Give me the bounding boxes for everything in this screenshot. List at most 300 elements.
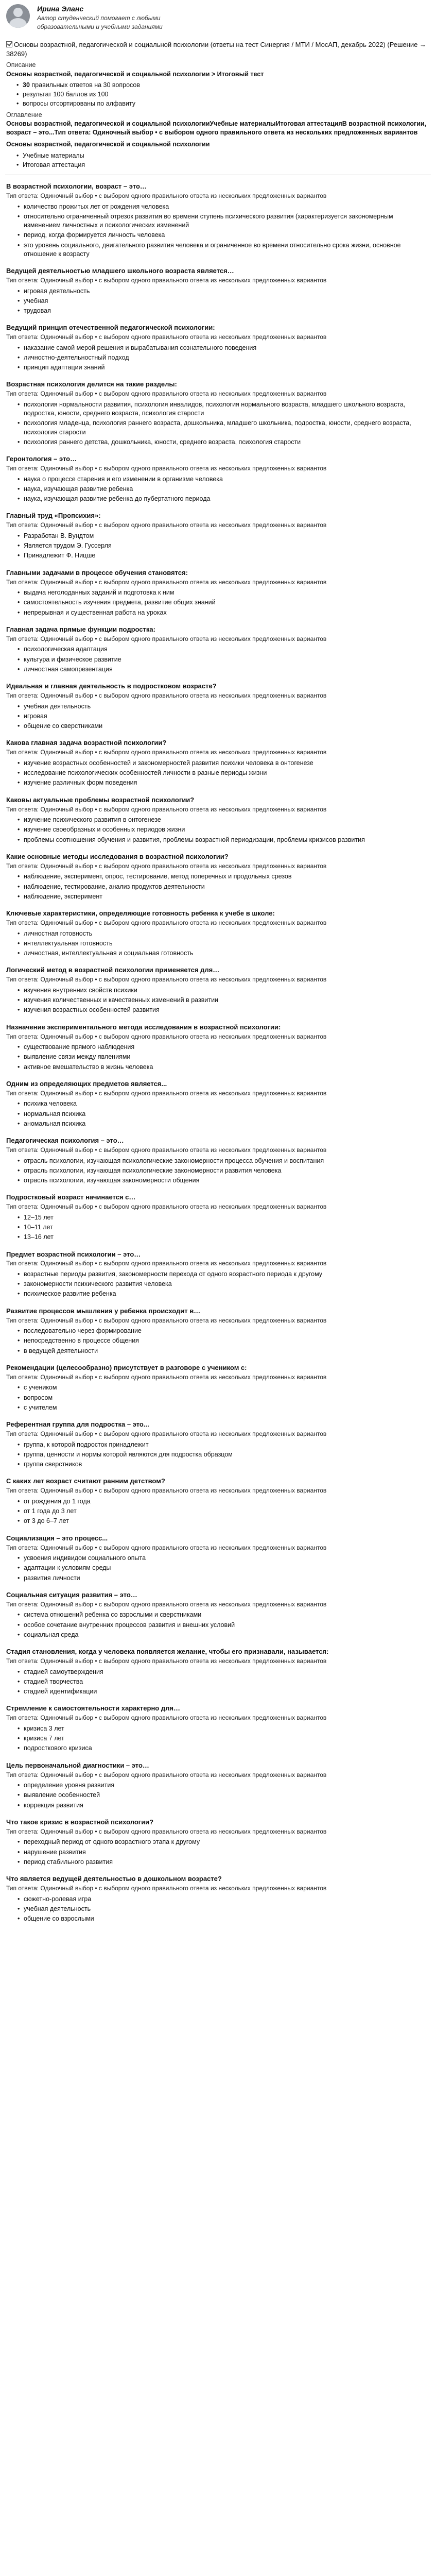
question-type: Тип ответа: Одиночный выбор • с выбором одного правильного ответа из нескольких предложенных вариантов <box>6 1032 327 1040</box>
answer-list <box>18 1668 430 1697</box>
question-block <box>5 1702 431 1759</box>
answer-option[interactable] <box>18 532 430 540</box>
answer-option[interactable] <box>18 892 430 901</box>
answer-option[interactable] <box>18 929 430 938</box>
answer-option[interactable] <box>18 1006 430 1014</box>
answer-option[interactable] <box>18 872 430 881</box>
answer-option[interactable] <box>18 722 430 731</box>
answer-text: период, когда формируется личность человека <box>24 231 165 239</box>
question-type: Тип ответа: Одиночный выбор • с выбором одного правильного ответа из нескольких предложенных вариантов <box>6 1885 327 1892</box>
answer-text: наблюдение, эксперимент <box>24 892 102 900</box>
question-type: Тип ответа: Одиночный выбор • с выбором одного правильного ответа из нескольких предложенных вариантов <box>6 1544 327 1551</box>
answer-list <box>18 1327 430 1355</box>
answer-text: период стабильного развития <box>24 1858 113 1866</box>
question-title: Главными задачами в процессе обучения становятся: <box>6 568 188 577</box>
question-title: Ведущий принцип отечественной педагогической психологии: <box>6 324 215 332</box>
answer-text: непосредственно в процессе общения <box>24 1337 139 1345</box>
answer-option[interactable] <box>18 1611 430 1619</box>
question-title: Что является ведущей деятельностью в дошкольном возрасте? <box>6 1875 222 1883</box>
answer-text: существование прямого наблюдения <box>24 1043 135 1051</box>
answer-text: 10–11 лет <box>24 1224 53 1231</box>
question-block <box>5 1021 431 1078</box>
answer-text: личностная готовность <box>24 929 93 937</box>
answer-text: психология раннего детства, дошкольника, юности, среднего возраста, психология старости <box>24 438 301 446</box>
answer-option[interactable] <box>18 702 430 711</box>
answer-option[interactable] <box>18 986 430 995</box>
answer-option[interactable] <box>18 1687 430 1696</box>
question-block <box>5 1362 431 1418</box>
answer-option[interactable] <box>18 1517 430 1526</box>
question-block <box>5 321 431 378</box>
question-type: Тип ответа: Одиночный выбор • с выбором одного правильного ответа из нескольких предложенных вариантов <box>6 919 327 927</box>
answer-option[interactable] <box>18 1668 430 1676</box>
answer-text: культура и физическое развитие <box>24 655 121 663</box>
question-type: Тип ответа: Одиночный выбор • с выбором одного правильного ответа из нескольких предложенных вариантов <box>6 1316 327 1324</box>
description-label: Описание <box>6 61 36 69</box>
question-title: Развитие процессов мышления у ребенка происходит в… <box>6 1307 201 1315</box>
answer-text: изучения возрастных особенностей развития <box>24 1006 160 1014</box>
question-type: Тип ответа: Одиночный выбор • с выбором одного правильного ответа из нескольких предложенных вариантов <box>6 1487 327 1495</box>
question-type: Тип ответа: Одиночный выбор • с выбором одного правильного ответа из нескольких предложенных вариантов <box>6 862 327 870</box>
answer-text: выдача неголоданных заданий и подготовка к ним <box>24 589 175 597</box>
answer-option[interactable] <box>18 1781 430 1790</box>
answer-text: стадией самоутверждения <box>24 1668 103 1675</box>
answer-option[interactable] <box>18 1631 430 1639</box>
answer-text: психика человека <box>24 1100 77 1108</box>
question-title: Подростковый возраст начинается с… <box>6 1193 136 1201</box>
answer-option[interactable] <box>18 645 430 654</box>
answer-list <box>18 1383 430 1412</box>
answer-text: наука, изучающая развитие ребенка <box>24 485 133 493</box>
answer-list <box>18 872 430 901</box>
answer-list <box>18 588 430 617</box>
answer-option[interactable] <box>18 212 430 230</box>
answer-text: группа, ценности и нормы которой являются для подростка образцом <box>24 1450 233 1458</box>
answer-text: от рождения до 1 года <box>24 1497 91 1505</box>
question-block <box>5 510 431 566</box>
intro-section <box>5 34 431 170</box>
answer-list <box>18 475 430 504</box>
answer-text: изучения количественных и качественных изменений в развитии <box>24 996 219 1004</box>
answer-option[interactable] <box>18 1858 430 1867</box>
question-block <box>5 1646 431 1702</box>
answer-text: стадией творчества <box>24 1677 83 1685</box>
question-block <box>5 851 431 907</box>
answer-text: изучение психического развития в онтогенезе <box>24 816 161 824</box>
answer-option[interactable] <box>18 825 430 834</box>
answer-text: сюжетно-ролевая игра <box>24 1895 92 1903</box>
question-type: Тип ответа: Одиночный выбор • с выбором одного правильного ответа из нескольких предложенных вариантов <box>6 805 327 813</box>
answer-option[interactable] <box>18 1574 430 1583</box>
answer-option[interactable] <box>18 588 430 597</box>
question-block <box>5 1134 431 1191</box>
question-block <box>5 1191 431 1248</box>
question-block <box>5 1248 431 1305</box>
answer-list <box>18 1043 430 1072</box>
question-title: Какова главная задача возрастной психологии? <box>6 739 167 747</box>
question-block <box>5 737 431 793</box>
question-type: Тип ответа: Одиночный выбор • с выбором одного правильного ответа из нескольких предложенных вариантов <box>6 1714 327 1722</box>
answer-text: группа сверстников <box>24 1461 82 1468</box>
answer-text: отрасль психологии, изучающая закономерности общения <box>24 1177 200 1184</box>
question-type: Тип ответа: Одиночный выбор • с выбором одного правильного ответа из нескольких предложенных вариантов <box>6 1203 327 1211</box>
answer-option[interactable] <box>18 400 430 418</box>
answer-option[interactable] <box>18 1157 430 1165</box>
checkbox-icon <box>6 41 12 47</box>
answer-text: общение со взрослыми <box>24 1915 94 1923</box>
answer-text: непрерывная и существенная работа на уроках <box>24 608 167 616</box>
answer-option[interactable] <box>18 419 430 437</box>
answer-text: игровая деятельность <box>24 287 90 295</box>
answer-list <box>18 1440 430 1469</box>
question-type: Тип ответа: Одиночный выбор • с выбором одного правильного ответа из нескольких предложенных вариантов <box>6 276 327 284</box>
answer-option[interactable] <box>18 1914 430 1923</box>
answer-option[interactable] <box>18 608 430 617</box>
answer-text: проблемы соотношения обучения и развития, проблемы возрастной периодизации, проблемы кризисов развития <box>24 836 365 843</box>
answer-text: от 3 до 6–7 лет <box>24 1517 69 1525</box>
answer-option[interactable] <box>18 353 430 362</box>
question-type: Тип ответа: Одиночный выбор • с выбором одного правильного ответа из нескольких предложенных вариантов <box>6 1430 327 1438</box>
answer-option[interactable] <box>18 1554 430 1563</box>
answer-option[interactable] <box>18 1791 430 1800</box>
answer-text: изучение возрастных особенностей и закономерностей развития психики человека в онтогенезе <box>24 759 313 767</box>
answer-option[interactable] <box>18 1838 430 1846</box>
answer-option[interactable] <box>18 1621 430 1630</box>
question-type: Тип ответа: Одиночный выбор • с выбором одного правильного ответа из нескольких предложенных вариантов <box>6 692 327 700</box>
answer-text: игровая <box>24 712 47 720</box>
answer-text: с учителем <box>24 1403 57 1411</box>
answer-text: личностная самопрезентация <box>24 665 113 673</box>
answer-option[interactable] <box>18 297 430 306</box>
question-title: В возрастной психологии, возраст – это… <box>6 182 147 191</box>
answer-option[interactable] <box>18 1801 430 1810</box>
answer-text: коррекция развития <box>24 1801 83 1809</box>
answer-text: интеллектуальная готовность <box>24 939 113 947</box>
answer-option[interactable] <box>18 996 430 1005</box>
question-title: Ведущей деятельностью младшего школьного возраста является… <box>6 267 234 275</box>
answer-text: возрастные периоды развития, закономерности перехода от одного возрастного периода к другому <box>24 1270 323 1278</box>
question-type: Тип ответа: Одиночный выбор • с выбором одного правильного ответа из нескольких предложенных вариантов <box>6 390 327 398</box>
question-title: Что такое кризис в возрастной психологии? <box>6 1818 154 1826</box>
question-type: Тип ответа: Одиночный выбор • с выбором одного правильного ответа из нескольких предложенных вариантов <box>6 1260 327 1267</box>
question-block <box>5 623 431 680</box>
question-type: Тип ответа: Одиночный выбор • с выбором одного правильного ответа из нескольких предложенных вариантов <box>6 1827 327 1835</box>
answer-option[interactable] <box>18 1327 430 1335</box>
answer-text: развития личности <box>24 1574 80 1582</box>
answer-text: система отношений ребенка со взрослыми и сверстниками <box>24 1611 202 1619</box>
answer-option[interactable] <box>18 1270 430 1279</box>
question-title: Геронтология – это… <box>6 455 77 463</box>
answer-text: нарушение развития <box>24 1848 86 1856</box>
answer-option[interactable] <box>18 1403 430 1412</box>
subject-item: • Учебные материалы <box>16 151 430 160</box>
answer-option[interactable] <box>18 344 430 352</box>
answer-text: учебная деятельность <box>24 1905 91 1912</box>
subject-item: • Итоговая аттестация <box>16 161 430 170</box>
answer-text: переходный период от одного возрастного этапа к другому <box>24 1838 200 1846</box>
answer-list <box>18 645 430 674</box>
answer-text: наука, изучающая развитие ребенка до пубертатного периода <box>24 495 211 503</box>
question-title: Какие основные методы исследования в возрастной психологии? <box>6 852 229 860</box>
question-title: Цель первоначальной диагностики – это… <box>6 1761 149 1769</box>
answer-option[interactable] <box>18 287 430 296</box>
answer-option[interactable] <box>18 769 430 777</box>
question-type: Тип ответа: Одиночный выбор • с выбором одного правильного ответа из нескольких предложенных вариантов <box>6 465 327 472</box>
answer-text: отрасль психологии, изучающая психологические закономерности процесса обучения и воспитания <box>24 1157 324 1164</box>
description-text: Основы возрастной, педагогической и социальной психологии > Итоговый тест <box>6 70 264 78</box>
answer-option[interactable] <box>18 816 430 824</box>
answer-text: с учеником <box>24 1384 57 1392</box>
answer-option[interactable] <box>18 241 430 259</box>
answer-text: изучения внутренних свойств психики <box>24 986 137 994</box>
answer-option[interactable] <box>18 1724 430 1733</box>
answer-option[interactable] <box>18 1895 430 1904</box>
answer-option[interactable] <box>18 475 430 484</box>
question-type: Тип ответа: Одиночный выбор • с выбором одного правильного ответа из нескольких предложенных вариантов <box>6 521 327 529</box>
answer-list <box>18 202 430 259</box>
document-title <box>6 40 430 59</box>
results-item: • вопросы отсортированы по алфавиту <box>16 99 430 108</box>
author-card <box>5 0 431 34</box>
answer-list <box>18 1838 430 1867</box>
author-avatar[interactable] <box>6 4 30 28</box>
answer-text: Принадлежит Ф. Ницше <box>24 552 96 560</box>
question-block <box>5 907 431 964</box>
question-type: Тип ответа: Одиночный выбор • с выбором одного правильного ответа из нескольких предложенных вариантов <box>6 749 327 756</box>
answer-option[interactable] <box>18 1564 430 1572</box>
answer-text: личностно-деятельностный подход <box>24 353 129 361</box>
question-title: Возрастная психология делится на такие разделы: <box>6 380 177 388</box>
answer-text: аномальная психика <box>24 1120 86 1127</box>
question-type: Тип ответа: Одиночный выбор • с выбором одного правильного ответа из нескольких предложенных вариантов <box>6 1146 327 1154</box>
answer-text: особое сочетание внутренних процессов развития и внешних условий <box>24 1621 235 1629</box>
answer-text: психологическая адаптация <box>24 646 108 653</box>
answer-option[interactable] <box>18 1383 430 1392</box>
results-item: • результат 100 баллов из 100 <box>16 90 430 99</box>
answer-option[interactable] <box>18 1394 430 1402</box>
answer-option[interactable] <box>18 759 430 768</box>
answer-list <box>18 1781 430 1810</box>
answer-list <box>18 1554 430 1583</box>
answer-list <box>18 759 430 788</box>
answer-option[interactable] <box>18 1734 430 1743</box>
answer-list <box>18 929 430 958</box>
answer-text: кризиса 7 лет <box>24 1735 64 1742</box>
answer-text: Является трудом Э. Гуссерля <box>24 542 112 550</box>
answer-option[interactable] <box>18 712 430 721</box>
answer-option[interactable] <box>18 202 430 211</box>
answer-list <box>18 532 430 561</box>
question-block <box>5 1532 431 1589</box>
answer-text: количество прожитых лет от рождения человека <box>24 202 169 210</box>
answer-list <box>18 1724 430 1753</box>
question-block <box>5 1418 431 1475</box>
answer-list <box>18 1099 430 1128</box>
answer-text: психическое развитие ребенка <box>24 1290 116 1298</box>
answer-option[interactable] <box>18 1053 430 1061</box>
answer-option[interactable] <box>18 1450 430 1459</box>
question-block <box>5 1305 431 1362</box>
answer-option[interactable] <box>18 1290 430 1298</box>
answer-text: выявление связи между явлениями <box>24 1053 131 1061</box>
question-title: Стадия становления, когда у человека появляется желание, чтобы его признавали, называется: <box>6 1648 329 1656</box>
answer-list <box>18 1157 430 1185</box>
answer-option[interactable] <box>18 1233 430 1242</box>
answer-option[interactable] <box>18 598 430 607</box>
answer-text: трудовая <box>24 307 51 314</box>
answer-option[interactable] <box>18 665 430 674</box>
answer-text: общение со сверстниками <box>24 722 103 730</box>
answer-option[interactable] <box>18 1280 430 1289</box>
answer-option[interactable] <box>18 1166 430 1175</box>
question-block <box>5 1816 431 1873</box>
answer-option[interactable] <box>18 551 430 560</box>
answer-list <box>18 702 430 731</box>
answer-option[interactable] <box>18 778 430 787</box>
answer-option[interactable] <box>18 1120 430 1128</box>
answer-option[interactable] <box>18 495 430 503</box>
answer-text: последовательно через формирование <box>24 1327 142 1335</box>
answer-text: социальная среда <box>24 1631 79 1638</box>
answer-option[interactable] <box>18 231 430 240</box>
answer-text: психология нормальности развития, психология инвалидов, психология нормального возраста, младшего школьного возраста, подростка, юности, среднего возраста, психология старости <box>24 400 406 417</box>
answer-option[interactable] <box>18 1063 430 1072</box>
answer-text: адаптации к условиям среды <box>24 1564 111 1572</box>
answer-option[interactable] <box>18 1905 430 1913</box>
answer-option[interactable] <box>18 1336 430 1345</box>
answer-option[interactable] <box>18 883 430 891</box>
answer-option[interactable] <box>18 939 430 948</box>
answer-option[interactable] <box>18 1848 430 1857</box>
answer-list <box>18 400 430 447</box>
question-title: Рекомендации (целесообразно) присутствует в разговоре с учеником с: <box>6 1363 247 1371</box>
answer-list <box>18 986 430 1015</box>
answer-option[interactable] <box>18 1744 430 1753</box>
question-type: Тип ответа: Одиночный выбор • с выбором одного правильного ответа из нескольких предложенных вариантов <box>6 1373 327 1381</box>
question-title: Одним из определяющих предметов является... <box>6 1079 167 1088</box>
answer-option[interactable] <box>18 485 430 494</box>
answer-text: отрасль психологии, изучающая психологические закономерности развития человека <box>24 1166 282 1174</box>
question-type: Тип ответа: Одиночный выбор • с выбором одного правильного ответа из нескольких предложенных вариантов <box>6 635 327 642</box>
question-block <box>5 567 431 623</box>
answer-option[interactable] <box>18 1460 430 1469</box>
answer-text: усвоения индивидом социального опыта <box>24 1554 146 1562</box>
answer-option[interactable] <box>18 1507 430 1516</box>
document-title-text: Основы возрастной, педагогической и социальной психологии (ответы на тест Синергия / МТИ / МосАП, декабрь 2022) (Решение → 38269) <box>6 41 426 58</box>
question-block <box>5 794 431 851</box>
answer-list <box>18 1497 430 1526</box>
answer-option[interactable] <box>18 1677 430 1686</box>
question-type: Тип ответа: Одиночный выбор • с выбором одного правильного ответа из нескольких предложенных вариантов <box>6 1771 327 1778</box>
subject-title: Основы возрастной, педагогической и социальной психологии <box>6 141 210 148</box>
toc-text: Основы возрастной, педагогической и социальной психологииУчебные материалыИтоговая аттестацияВ возрастной психологии, возраст – это...Тип ответа: Одиночный выбор • с выбором одного правильного ответа из нескольких предложенных вариантов <box>6 120 427 137</box>
question-title: Референтная группа для подростка – это... <box>6 1420 149 1429</box>
answer-text: вопросом <box>24 1394 53 1401</box>
answer-option[interactable] <box>18 655 430 664</box>
answer-list <box>18 1270 430 1299</box>
answer-option[interactable] <box>18 363 430 372</box>
results-item: • 30 правильных ответов на 30 вопросов <box>16 81 430 90</box>
question-block <box>5 378 431 453</box>
question-title: Идеальная и главная деятельность в подростковом возрасте? <box>6 682 217 690</box>
answer-list <box>18 1213 430 1242</box>
answer-text: относительно ограниченный отрезок развития во времени ступень психического развития (характеризуется закономерным изменением личностных и психологических изменений <box>24 212 393 229</box>
answer-text: наблюдение, тестирование, анализ продуктов деятельности <box>24 883 205 890</box>
questions-list <box>5 180 431 1929</box>
question-title: Ключевые характеристики, определяющие готовность ребенка к учебе в школе: <box>6 909 275 918</box>
answer-list <box>18 1611 430 1639</box>
question-type: Тип ответа: Одиночный выбор • с выбором одного правильного ответа из нескольких предложенных вариантов <box>6 578 327 586</box>
answer-text: изучение своеобразных и особенных периодов жизни <box>24 826 185 834</box>
answer-text: учебная деятельность <box>24 702 91 710</box>
answer-option[interactable] <box>18 541 430 550</box>
answer-option[interactable] <box>18 1110 430 1118</box>
answer-option[interactable] <box>18 1440 430 1449</box>
answer-text: наука о процессе старения и его изменении в организме человека <box>24 475 223 483</box>
answer-text: самостоятельность изучения предмета, развитие общих знаний <box>24 599 216 606</box>
answer-text: 13–16 лет <box>24 1233 54 1241</box>
answer-list <box>18 1895 430 1924</box>
question-title: Социализация – это процесс... <box>6 1534 108 1542</box>
question-block <box>5 180 431 265</box>
question-title: С каких лет возраст считают ранним детством? <box>6 1477 165 1485</box>
question-block <box>5 1589 431 1646</box>
answer-text: кризиса 3 лет <box>24 1724 64 1732</box>
answer-text: подросткового кризиса <box>24 1744 92 1752</box>
answer-text: 12–15 лет <box>24 1213 54 1221</box>
toc-label: Оглавление <box>6 111 42 118</box>
question-type: Тип ответа: Одиночный выбор • с выбором одного правильного ответа из нескольких предложенных вариантов <box>6 333 327 341</box>
answer-option[interactable] <box>18 307 430 315</box>
answer-option[interactable] <box>18 1497 430 1506</box>
answer-text: Разработан В. Вундтом <box>24 532 94 539</box>
question-title: Социальная ситуация развития – это… <box>6 1590 137 1599</box>
answer-option[interactable] <box>18 1099 430 1108</box>
question-block <box>5 1078 431 1134</box>
answer-text: наблюдение, эксперимент, опрос, тестирование, метод поперечных и продольных срезов <box>24 873 292 880</box>
answer-option[interactable] <box>18 949 430 958</box>
author-info <box>37 4 171 31</box>
answer-option[interactable] <box>18 836 430 844</box>
answer-text: исследование психологических особенностей личности в разные периоды жизни <box>24 769 267 777</box>
answer-text: от 1 года до 3 лет <box>24 1507 77 1515</box>
answer-text: учебная <box>24 297 48 304</box>
question-block <box>5 1873 431 1929</box>
question-block <box>5 453 431 510</box>
answer-option[interactable] <box>18 1176 430 1185</box>
answer-text: активное вмешательство в жизнь человека <box>24 1063 153 1071</box>
answer-option[interactable] <box>18 1347 430 1355</box>
answer-option[interactable] <box>18 1213 430 1222</box>
question-type: Тип ответа: Одиночный выбор • с выбором одного правильного ответа из нескольких предложенных вариантов <box>6 1089 327 1097</box>
answer-text: личностная, интеллектуальная и социальная готовность <box>24 950 194 957</box>
author-name[interactable]: Ирина Эланс <box>37 5 84 13</box>
question-title: Главная задача прямые функции подростка: <box>6 625 155 633</box>
question-type: Тип ответа: Одиночный выбор • с выбором одного правильного ответа из нескольких предложенных вариантов <box>6 1600 327 1608</box>
question-title: Предмет возрастной психологии – это… <box>6 1250 141 1258</box>
answer-text: изучение различных форм поведения <box>24 779 137 787</box>
answer-option[interactable] <box>18 1043 430 1052</box>
answer-text: закономерности психического развития человека <box>24 1280 172 1288</box>
question-block <box>5 1475 431 1532</box>
answer-list <box>18 816 430 844</box>
answer-option[interactable] <box>18 1223 430 1232</box>
answer-option[interactable] <box>18 438 430 447</box>
subject-list <box>16 151 430 170</box>
question-title: Каковы актуальные проблемы возрастной психологии? <box>6 795 195 804</box>
answer-text: группа, к которой подросток принадлежит <box>24 1440 149 1448</box>
question-type: Тип ответа: Одиночный выбор • с выбором одного правильного ответа из нескольких предложенных вариантов <box>6 976 327 984</box>
